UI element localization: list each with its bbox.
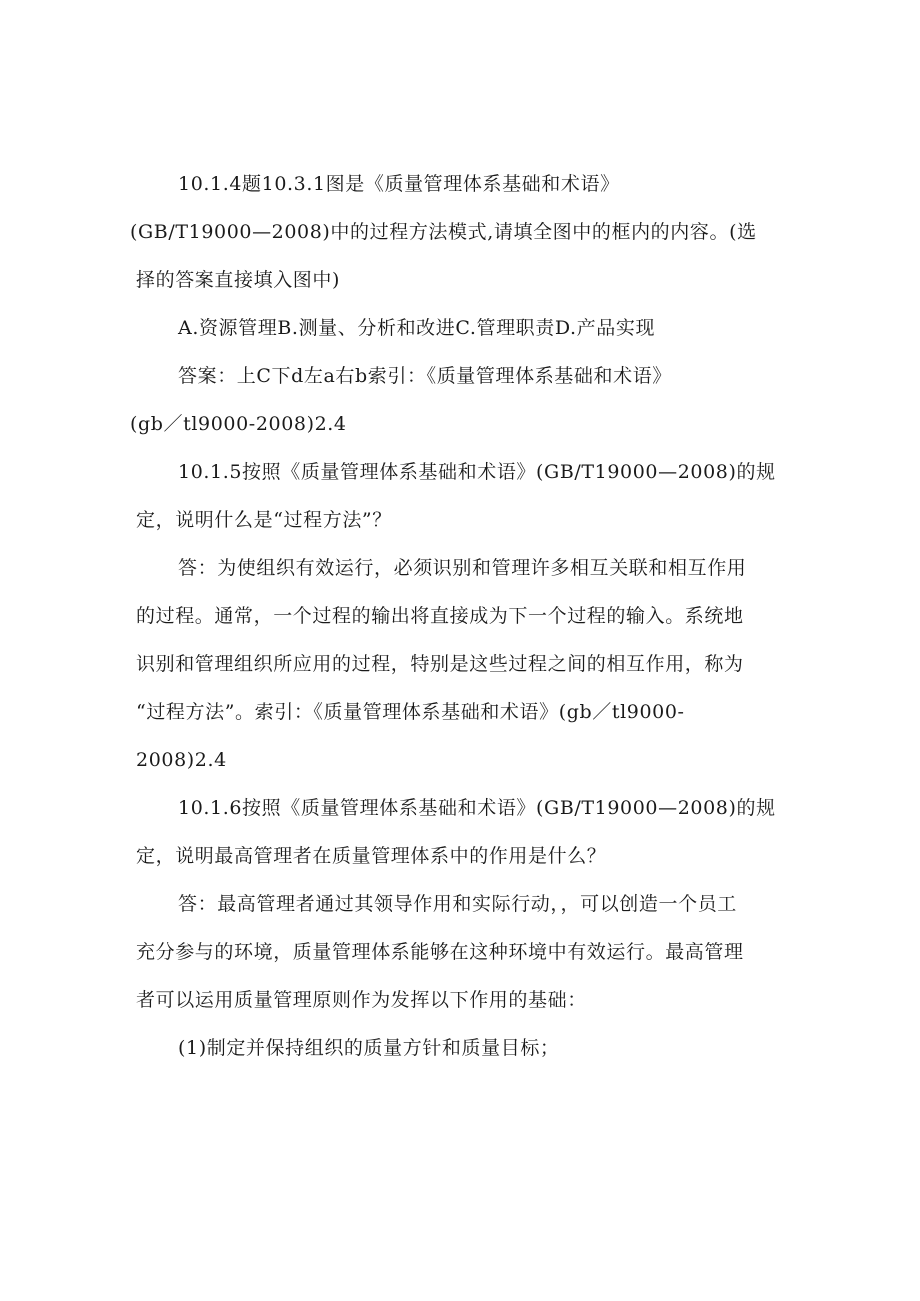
text-line: 10.1.5按照《质量管理体系基础和术语》(GB/T19000—2008)的规 (178, 461, 776, 483)
text-line: 定，说明最高管理者在质量管理体系中的作用是什么？ (136, 845, 607, 867)
text-line: A.资源管理B.测量、分析和改进C.管理职责D.产品实现 (178, 317, 656, 339)
text-line: (GB/T19000—2008)中的过程方法模式,请填全图中的框内的内容。(选 (130, 221, 757, 243)
text-line: 10.1.6按照《质量管理体系基础和术语》(GB/T19000—2008)的规 (178, 797, 776, 819)
text-line: 答案：上C下d左a右b索引：《质量管理体系基础和术语》 (178, 365, 672, 387)
text-line: 2008)2.4 (136, 749, 227, 771)
text-line: 识别和管理组织所应用的过程，特别是这些过程之间的相互作用，称为 (136, 653, 744, 675)
text-line: 充分参与的环境，质量管理体系能够在这种环境中有效运行。最高管理 (136, 941, 744, 963)
text-line: 者可以运用质量管理原则作为发挥以下作用的基础： (136, 989, 587, 1011)
text-line: 10.1.4题10.3.1图是《质量管理体系基础和术语》 (178, 173, 620, 195)
text-line: 择的答案直接填入图中) (136, 269, 341, 291)
text-line: 的过程。通常，一个过程的输出将直接成为下一个过程的输入。系统地 (136, 605, 744, 627)
document-body (130, 160, 780, 1072)
text-line: (gb／tl9000-2008)2.4 (130, 413, 347, 435)
text-line: “过程方法”。索引：《质量管理体系基础和术语》(gb／tl9000- (136, 701, 685, 723)
text-line: (1)制定并保持组织的质量方针和质量目标； (178, 1037, 560, 1059)
text-line: 定，说明什么是“过程方法”？ (136, 509, 392, 531)
text-line: 答：最高管理者通过其领导作用和实际行动，，可以创造一个员工 (178, 893, 737, 915)
text-line: 答：为使组织有效运行，必须识别和管理许多相互关联和相互作用 (178, 557, 747, 579)
